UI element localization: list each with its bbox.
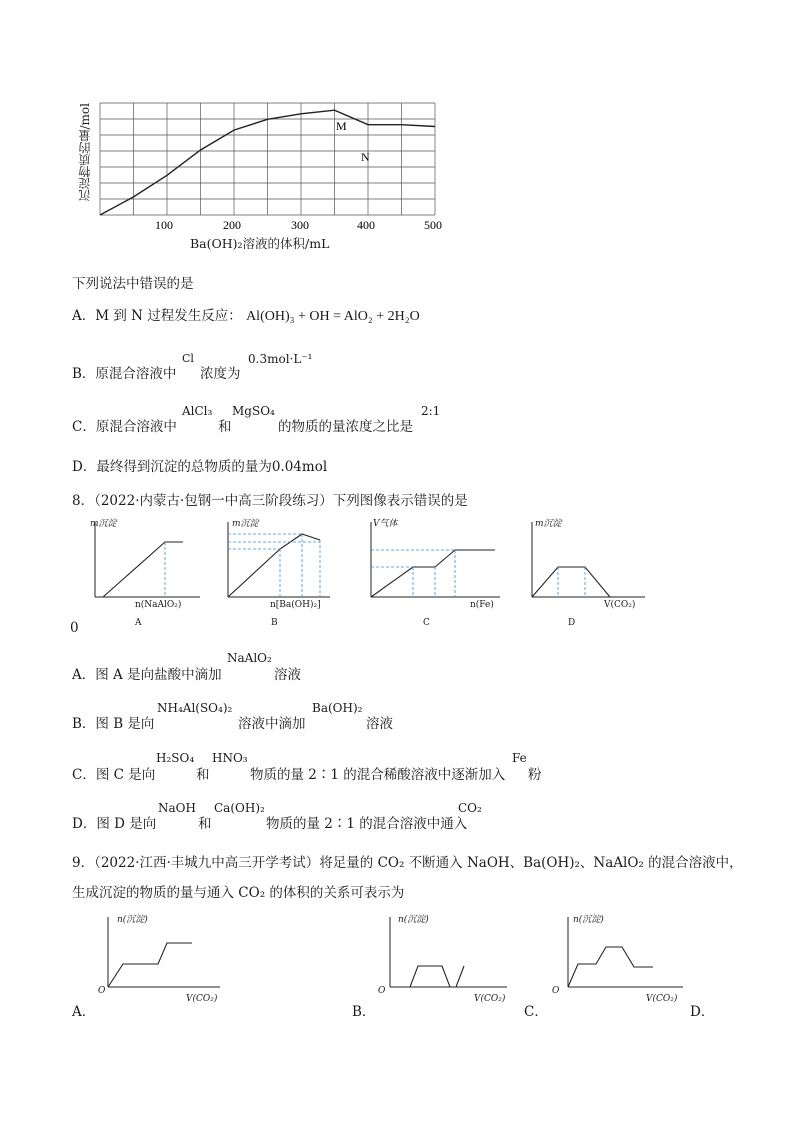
q7-opt-c-and: 和	[218, 419, 232, 435]
q7-opt-b-prefix: B．原混合溶液中	[72, 366, 177, 382]
q9-option-c: C．	[524, 1004, 548, 1020]
q7-opt-c-mid: 的物质的量浓度之比是	[278, 419, 413, 435]
q9-c-xlabel: V(CO₂)	[646, 994, 678, 1004]
q8-graph-c-xlabel: n(Fe)	[470, 600, 494, 610]
x-tick-400: 400	[357, 218, 375, 232]
q7-option-b	[72, 362, 176, 382]
q8-stem: 8．（2022·内蒙古·包钢一中高三阶段练习）下列图像表示错误的是	[72, 493, 468, 509]
q9-option-d: D．	[690, 1004, 715, 1020]
x-tick-100: 100	[155, 218, 173, 232]
q9-b-origin: O	[378, 986, 386, 996]
q9-a-origin: O	[98, 986, 106, 996]
q8-opt-d-chem3: CO₂	[458, 801, 482, 815]
q8-opt-d-chem1: NaOH	[158, 801, 196, 815]
q8-graph-c-ylabel: V气体	[373, 519, 398, 529]
top-chart-svg	[60, 95, 460, 255]
q8-opt-b-suffix: 溶液	[366, 716, 393, 732]
q8-graph-a-xlabel: n(NaAlO₂)	[135, 600, 182, 610]
q8-graph-b-ylabel: m沉淀	[232, 519, 259, 529]
q9-option-a: A．	[72, 1004, 96, 1020]
q8-opt-d-mid: 物质的量 2∶1 的混合溶液中通入	[266, 816, 468, 832]
q8-opt-d-prefix: D．图 D 是向	[72, 816, 157, 832]
q9-c-ylabel: n(沉淀)	[573, 915, 604, 925]
q9-b-ylabel: n(沉淀)	[398, 915, 429, 925]
q8-graph-d	[520, 512, 650, 632]
q8-graph-d-label: D	[568, 618, 576, 628]
q8-opt-c-chem3: Fe	[512, 751, 527, 765]
x-tick-300: 300	[291, 218, 309, 232]
q8-opt-c-chem2: HNO₃	[212, 751, 248, 765]
q8-graph-a-ylabel: m沉淀	[90, 519, 117, 529]
q8-graph-c	[355, 512, 505, 632]
q8-opt-b-mid: 溶液中滴加	[238, 716, 306, 732]
q8-graph-d-ylabel: m沉淀	[535, 519, 562, 529]
q8-opt-c-prefix: C．图 C 是向	[72, 767, 156, 783]
point-n-label: N	[361, 150, 370, 164]
q8-graph-a-label: A	[135, 618, 142, 628]
q9-graph-a	[95, 912, 225, 997]
q9-stem-line2: 生成沉淀的物质的量与通入 CO₂ 的体积的关系可表示为	[72, 885, 405, 901]
q9-a-xlabel: V(CO₂)	[186, 994, 218, 1004]
q8-opt-a-prefix: A．图 A 是向盐酸中滴加	[72, 667, 222, 683]
q8-stray-zero: 0	[70, 620, 79, 636]
q8-graph-d-xlabel: V(CO₂)	[604, 600, 636, 610]
q9-option-b: B．	[352, 1004, 376, 1020]
q7-opt-a-prefix: A．M 到 N 过程发生反应：	[72, 308, 242, 324]
q9-stem-line1: 9．（2022·江西·丰城九中高三开学考试）将足量的 CO₂ 不断通入 NaOH、Ba(OH)₂、NaAlO₂ 的混合溶液中，	[72, 855, 743, 871]
q7-opt-c-s1: AlCl₃	[182, 404, 213, 418]
q7-option-c	[72, 415, 177, 435]
q8-opt-c-chem1: H₂SO₄	[156, 751, 195, 765]
x-tick-200: 200	[223, 218, 241, 232]
x-tick-500: 500	[424, 218, 442, 232]
q7-opt-d-value: 0.04mol	[271, 459, 328, 475]
q8-opt-b-chem1: NH₄Al(SO₄)₂	[157, 701, 233, 715]
q7-opt-b-mid: 浓度为	[200, 366, 241, 382]
q7-option-a	[72, 304, 420, 325]
q7-opt-d-prefix: D．最终得到沉淀的总物质的量为	[72, 459, 272, 475]
point-m-label: M	[336, 119, 347, 133]
q7-opt-c-prefix: C．原混合溶液中	[72, 419, 177, 435]
q8-opt-d-chem2: Ca(OH)₂	[214, 801, 265, 815]
q8-graph-b	[210, 512, 340, 632]
q8-opt-c-mid: 物质的量 2∶1 的混合稀酸溶液中逐渐加入	[250, 767, 506, 783]
q9-c-origin: O	[552, 986, 560, 996]
q7-opt-c-ratio: 2:1	[421, 404, 441, 418]
q8-opt-d-and: 和	[198, 816, 212, 832]
q7-option-d	[72, 455, 327, 475]
q8-opt-b-prefix: B．图 B 是向	[72, 716, 155, 732]
q9-b-xlabel: V(CO₂)	[474, 994, 506, 1004]
q7-opt-a-formula: Al(OH)₃ + OH = AlO₂ + 2H₂O	[246, 309, 420, 324]
top-chart	[60, 95, 460, 255]
q8-graph-b-xlabel: n[Ba(OH)₂]	[270, 600, 321, 610]
q8-opt-a-suffix: 溶液	[274, 667, 301, 683]
q8-opt-c-suffix: 粉	[528, 767, 542, 783]
x-axis-label: Ba(OH)₂溶液的体积/mL	[190, 236, 330, 251]
q8-opt-c-and: 和	[196, 767, 210, 783]
q8-graph-b-label: B	[271, 618, 278, 628]
q7-opt-b-ion: Cl	[182, 352, 194, 365]
y-axis-label: 沉淀物质的量/mol	[78, 103, 92, 202]
q8-graph-c-label: C	[423, 618, 430, 628]
q7-opt-b-value: 0.3mol·L⁻¹	[248, 352, 313, 366]
q7-opt-c-s2: MgSO₄	[232, 404, 275, 418]
q9-a-ylabel: n(沉淀)	[117, 915, 148, 925]
q7-stem: 下列说法中错误的是	[72, 276, 194, 292]
q8-opt-b-chem2: Ba(OH)₂	[312, 701, 363, 715]
q8-opt-a-chem: NaAlO₂	[227, 651, 272, 665]
q8-graph-a	[75, 512, 205, 632]
